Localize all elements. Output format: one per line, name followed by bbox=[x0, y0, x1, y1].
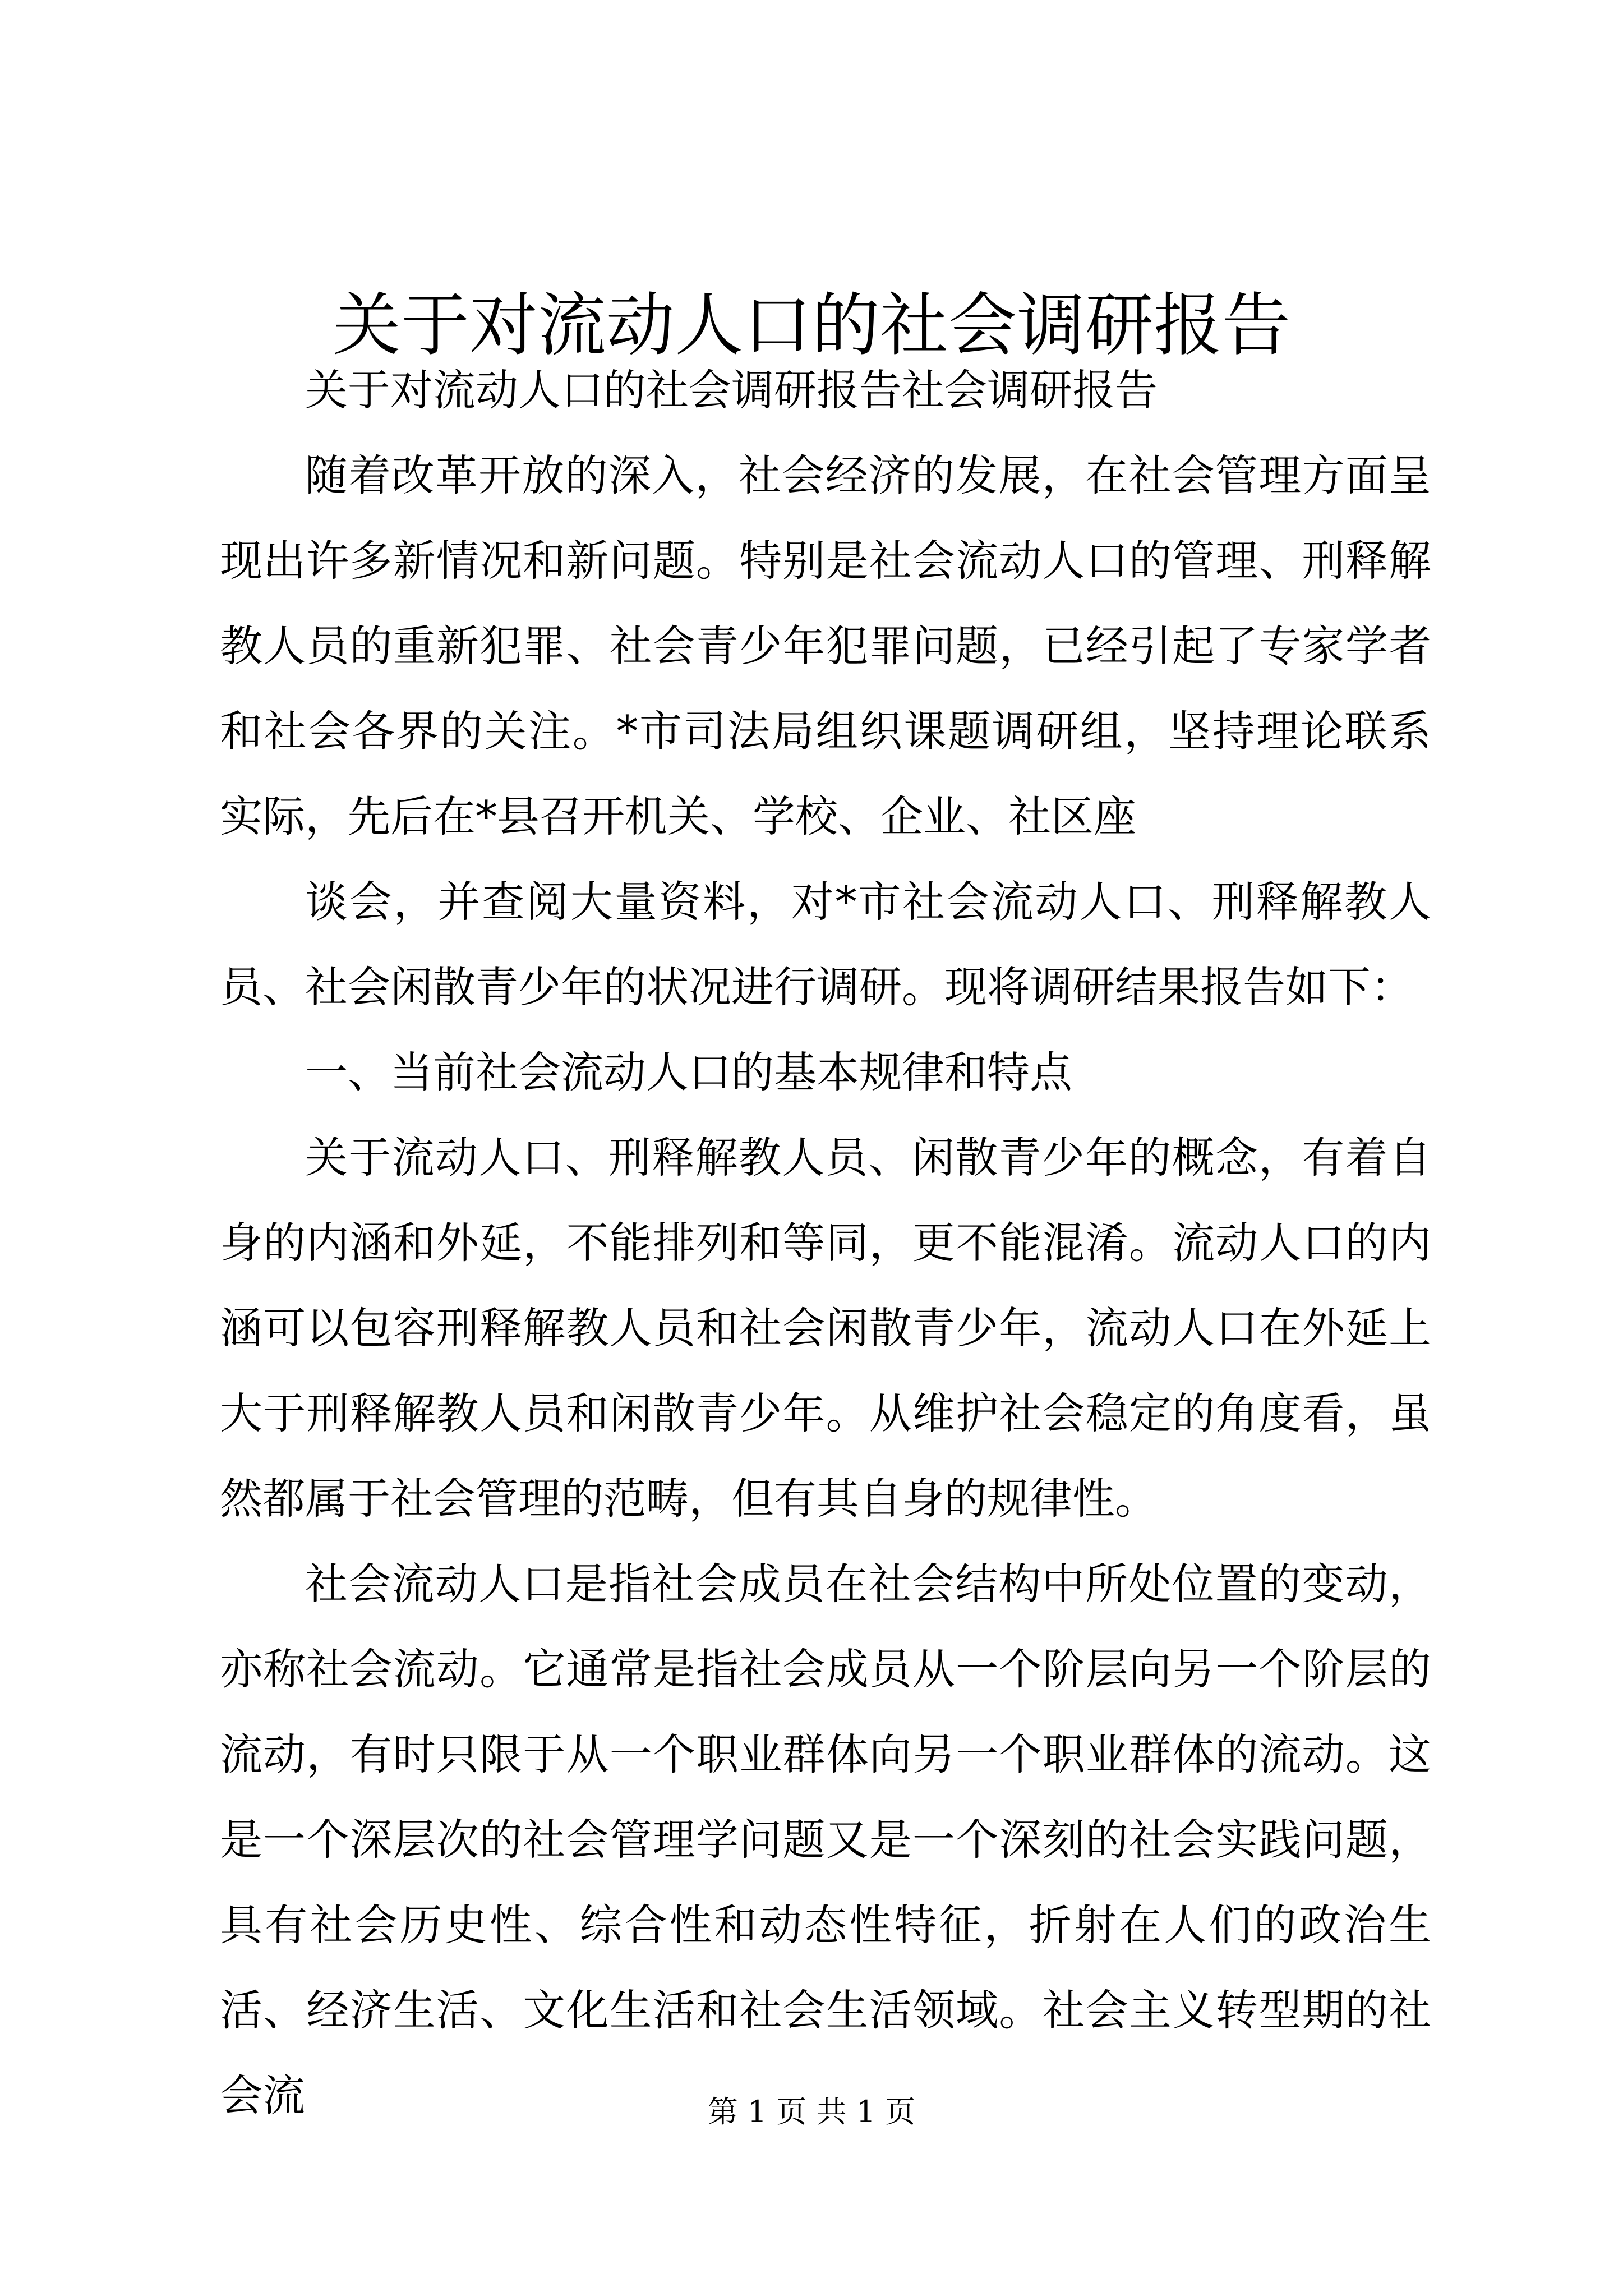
subtitle-paragraph: 关于对流动人口的社会调研报告社会调研报告 bbox=[305, 365, 1158, 415]
body-paragraph: 关于流动人口、刑释解教人员、闲散青少年的概念，有着自身的内涵和外延，不能排列和等同，更不能混淆。流动人口的内涵可以包容刑释解教人员和社会闲散青少年，流动人口在外延上大于刑释解教人员和闲散青少年。从维护社会稳定的角度看，虽然都属于社会管理的范畴，但有其自身的规律性。 bbox=[220, 1133, 1431, 1524]
document-title: 关于对流动人口的社会调研报告 bbox=[333, 286, 1290, 365]
document-body bbox=[220, 348, 1431, 2138]
body-paragraph: 随着改革开放的深入，社会经济的发展，在社会管理方面呈现出许多新情况和新问题。特别是社会流动人口的管理、刑释解教人员的重新犯罪、社会青少年犯罪问题，已经引起了专家学者和社会各界的关注。*市司法局组织课题调研组，坚持理论联系实际，先后在*县召开机关、学校、企业、社区座 bbox=[220, 450, 1431, 841]
page-number-footer: 第 1 页 共 1 页 bbox=[707, 2094, 916, 2129]
section-heading: 一、当前社会流动人口的基本规律和特点 bbox=[305, 1047, 1072, 1097]
body-paragraph: 社会流动人口是指社会成员在社会结构中所处位置的变动，亦称社会流动。它通常是指社会成员从一个阶层向另一个阶层的流动，有时只限于从一个职业群体向另一个职业群体的流动。这是一个深层次的社会管理学问题又是一个深刻的社会实践问题，具有社会历史性、综合性和动态性特征，折射在人们的政治生活、经济生活、文化生活和社会生活领域。社会主义转型期的社会流 bbox=[220, 1559, 1431, 2120]
body-paragraph: 谈会，并查阅大量资料，对*市社会流动人口、刑释解教人员、社会闲散青少年的状况进行调研。现将调研结果报告如下： bbox=[220, 877, 1431, 1012]
